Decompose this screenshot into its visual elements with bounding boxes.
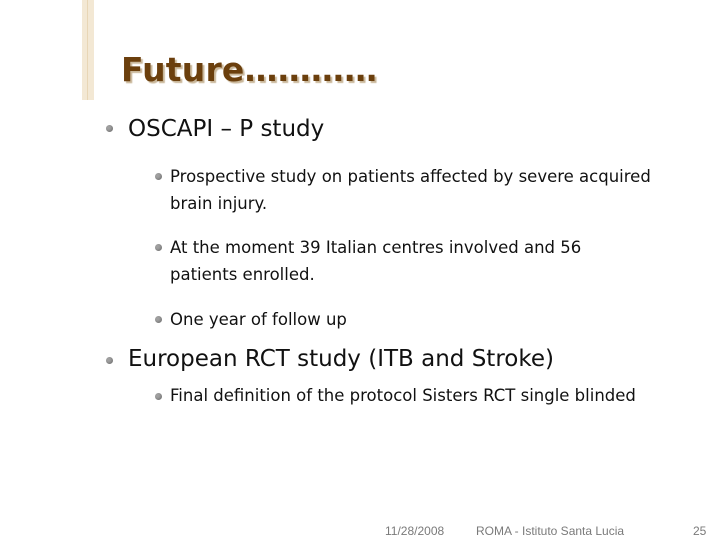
list-item: European RCT study (ITB and Stroke) <box>128 346 554 372</box>
bullet-icon <box>155 173 162 180</box>
slide-title: Future………… <box>121 50 378 89</box>
list-item: Final definition of the protocol Sisters RCT single blinded <box>170 386 636 405</box>
list-item: One year of follow up <box>170 310 347 329</box>
footer-date: 11/28/2008 <box>385 524 445 538</box>
bullet-icon <box>106 357 113 364</box>
bullet-icon <box>155 316 162 323</box>
bullet-icon <box>155 393 162 400</box>
list-item-continuation: brain injury. <box>170 194 268 213</box>
decorative-rule <box>82 0 94 100</box>
list-item-continuation: patients enrolled. <box>170 265 315 284</box>
bullet-icon <box>106 125 113 132</box>
slide-number: 25 <box>693 524 707 538</box>
list-item: Prospective study on patients affected by severe acquired <box>170 167 651 186</box>
bullet-icon <box>155 244 162 251</box>
list-item: At the moment 39 Italian centres involved and 56 <box>170 238 582 257</box>
list-item: OSCAPI – P study <box>128 116 325 142</box>
footer-source: ROMA - Istituto Santa Lucia <box>476 524 625 538</box>
